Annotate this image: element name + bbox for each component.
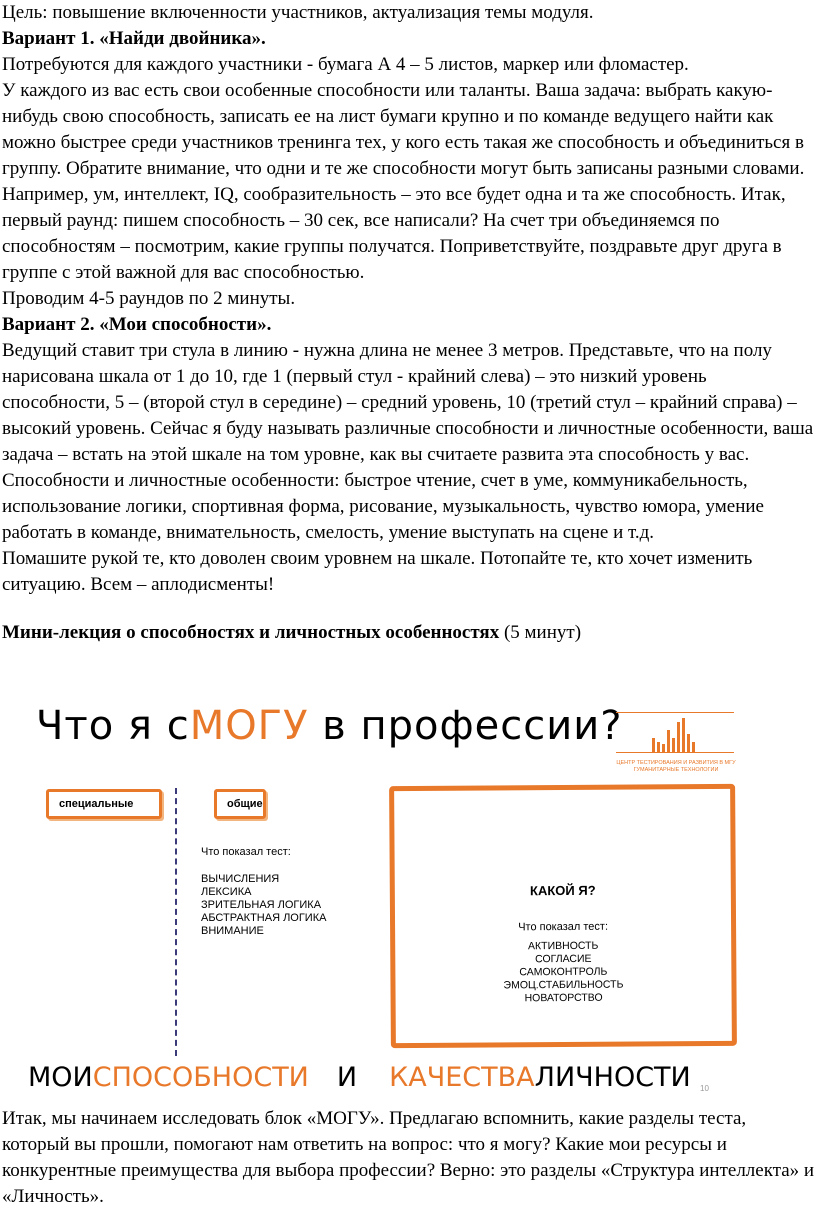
bottom-text-block [0, 1106, 816, 1210]
general-abilities-block [201, 846, 326, 938]
personality-item: АКТИВНОСТЬ [527, 939, 599, 953]
slide-image [0, 692, 816, 1108]
logo-caption: ЦЕНТР ТЕСТИРОВАНИЯ И РАЗВИТИЯ В МГУ ГУМАНИТАРНЫЕ ТЕХНОЛОГИИ [616, 760, 736, 773]
lecture-heading-bold: Мини-лекция о способностях и личностных особенностях [2, 622, 500, 643]
slide-bottom-caption [28, 1060, 691, 1096]
slide-title-part-1: Что я с [36, 703, 190, 749]
materials-paragraph: Потребуются для каждого участники - бумага А 4 – 5 листов, маркер или фломастер. [2, 54, 689, 75]
abilities-list-paragraph: Способности и личностные особенности: быстрое чтение, счет в уме, коммуникабельность, использование логики, спортивная форма, рисование, музыкальность, чувство юмора, умение работать в команде, внимательность, смелость, умение выступать на сцене и т.д. [2, 470, 764, 543]
caption-personality: ЛИЧНОСТИ [534, 1062, 691, 1093]
conclusion-paragraph: Итак, мы начинаем исследовать блок «МОГУ». Предлагаю вспомнить, какие разделы теста, который вы прошли, помогают нам ответить на вопрос: что я могу? Какие мои ресурсы и конкурентные преимущества для выбора профессии? Верно: это разделы «Структура интеллекта» и «Личность». [2, 1108, 815, 1207]
variant-2-heading: Вариант 2. «Мои способности». [2, 314, 272, 335]
lecture-heading-duration: (5 минут) [499, 622, 582, 643]
variant-1-instructions: У каждого из вас есть свои особенные способности или таланты. Ваша задача: выбрать какую-нибудь свою способность, записать ее на лист бумаги крупно и по команде ведущего найти как можно быстрее среди участников тренинга тех, у кого есть такая же способность и объединиться в группу. Обратите внимание, что одни и те же способности могут быть записаны разными словами. Например, ум, интеллект, IQ, сообразительность – это все будет одна и та же способность. Итак, первый раунд: пишем способность – 30 сек, все написали? На счет три объединяемся по способностям – посмотрим, какие группы получатся. Поприветствуйте, поздравьте друг друга в группе с этой важной для вас способностью. [2, 80, 805, 283]
tag-general: общие [214, 789, 266, 819]
variant-2-instructions: Ведущий ставит три стула в линию - нужна длина не менее 3 метров. Представьте, что на полу нарисована шкала от 1 до 10, где 1 (первый стул - крайний слева) – это низкий уровень способности, 5 – (второй стул в середине) – средний уровень, 10 (третий стул – крайний справа) – высокий уровень. Сейчас я буду называть различные способности и личностные особенности, ваша задача – встать на этой шкале на том уровне, как вы считаете развита эта способность у вас. [2, 340, 814, 465]
caption-abilities: СПОСОБНОСТИ [92, 1062, 309, 1093]
test-label-right: Что показал тест: [518, 920, 609, 934]
personality-item: СОГЛАСИЕ [535, 952, 592, 966]
frame-title: КАКОЙ Я? [529, 882, 596, 899]
rounds-paragraph: Проводим 4-5 раундов по 2 минуты. [2, 288, 296, 309]
caption-my: МОИ [28, 1062, 93, 1093]
personality-list [395, 939, 731, 1006]
ability-item: ВЫЧИСЛЕНИЯ [201, 873, 280, 885]
caption-and: И [336, 1062, 358, 1093]
ability-item: ЛЕКСИКА [201, 886, 252, 898]
personality-item: САМОКОНТРОЛЬ [519, 965, 608, 979]
slide-title [36, 700, 623, 752]
personality-frame [389, 784, 737, 1048]
variant-1-heading: Вариант 1. «Найди двойника». [2, 28, 266, 49]
dashed-divider [175, 788, 177, 1056]
slide-title-accent: МОГУ [189, 703, 309, 749]
ability-item: ВНИМАНИЕ [201, 925, 264, 937]
test-label-left: Что показал тест: [201, 846, 291, 858]
lecture-heading [0, 620, 816, 646]
caption-qualities: КАЧЕСТВА [389, 1062, 535, 1093]
slide-page-number: 10 [700, 1084, 709, 1093]
goal-paragraph: Цель: повышение включенности участников, актуализация темы модуля. [2, 2, 594, 23]
ability-item: АБСТРАКТНАЯ ЛОГИКА [201, 912, 327, 924]
tag-special: специальные [46, 789, 162, 819]
personality-item: ЭМОЦ.СТАБИЛЬНОСТЬ [503, 978, 624, 992]
ability-item: ЗРИТЕЛЬНАЯ ЛОГИКА [201, 899, 322, 911]
closing-paragraph: Помашите рукой те, кто доволен своим уровнем на шкале. Потопайте те, кто хочет изменить ситуацию. Всем – аплодисменты! [2, 548, 753, 595]
slide-title-part-2: в профессии? [308, 703, 623, 749]
personality-item: НОВАТОРСТВО [524, 991, 603, 1005]
